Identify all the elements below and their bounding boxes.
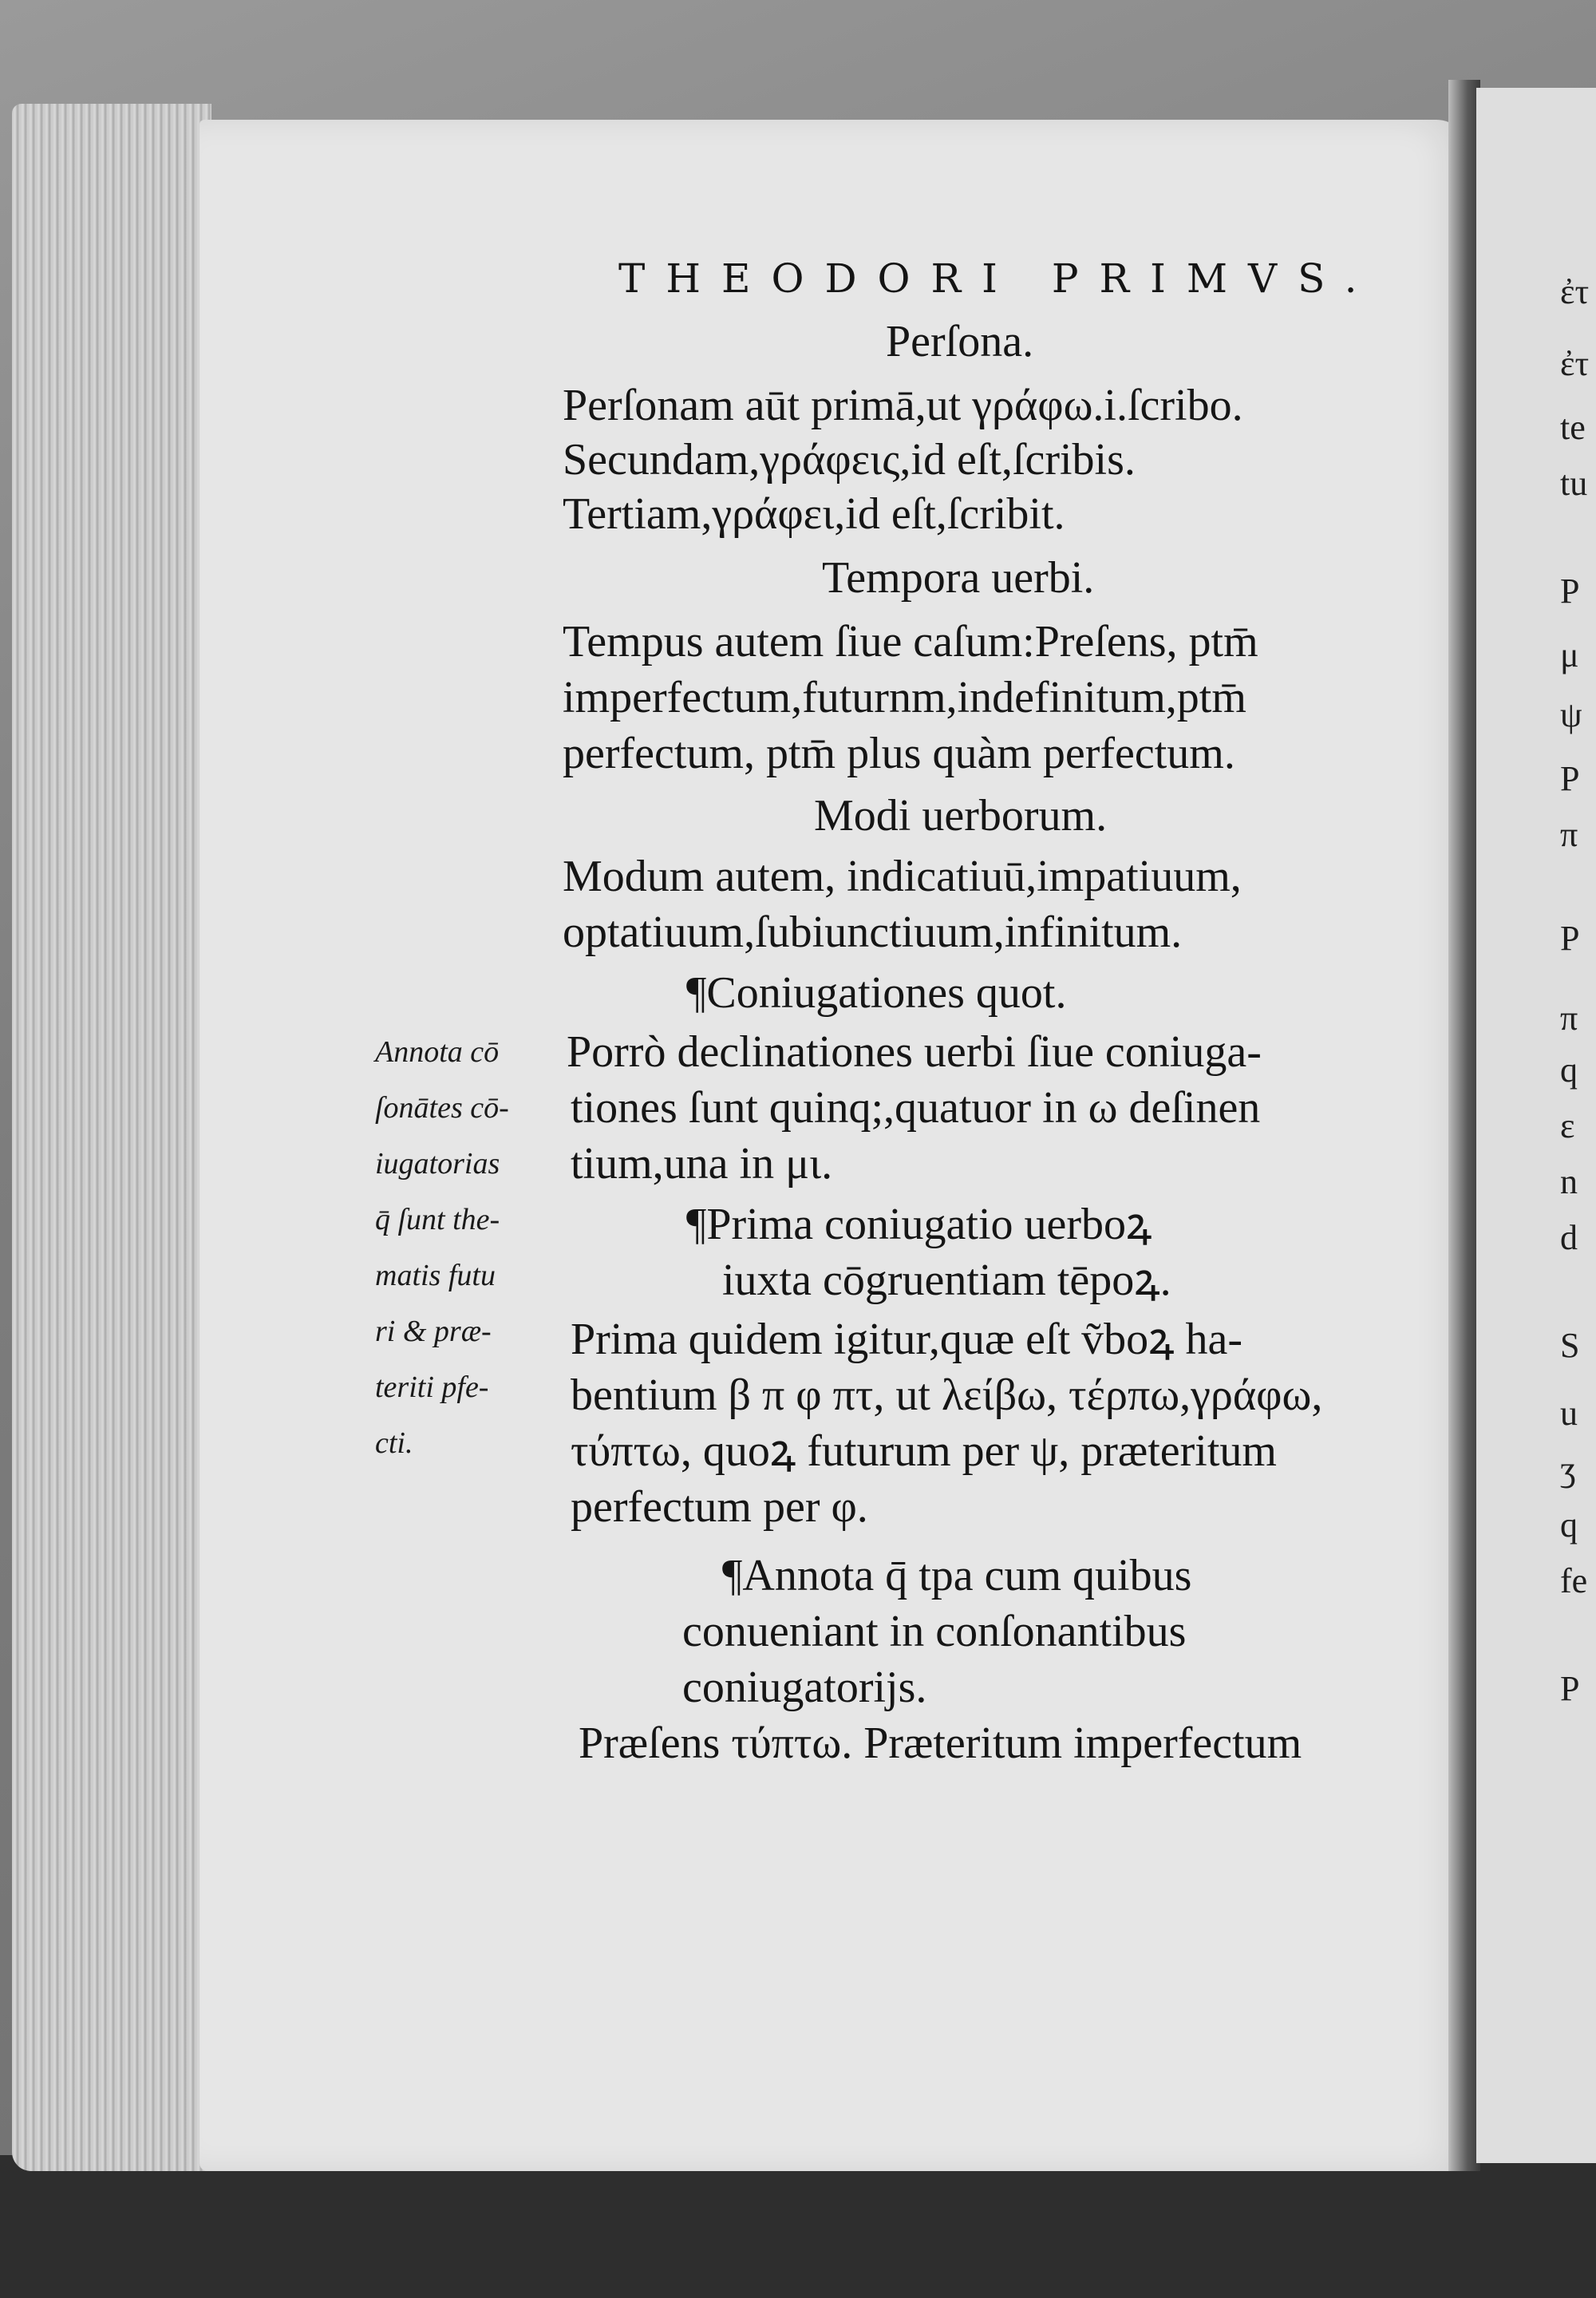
book-page-edges [12,104,211,2171]
margin-note-line: matis futu [375,1259,496,1292]
text-line: Præſens τύπτω. Præteritum imperfectum [579,1719,1302,1768]
right-page-fragment: P [1560,1669,1580,1708]
right-page-fragment: tu [1560,464,1588,503]
text-line: optatiuum,ſubiunctiuum,infinitum. [563,908,1183,957]
text-line: Secundam,γράφεις,id eſt,ſcribis. [563,435,1136,485]
margin-note-line: iugatorias [375,1147,500,1181]
text-line: conueniant in conſonantibus [682,1607,1187,1656]
margin-note-line: ri & præ- [375,1315,492,1348]
text-line: perfectum per φ. [571,1482,868,1532]
text-line: τύπτω, quoꝝ futurum per ψ, præteritum [571,1426,1277,1476]
right-page-fragment: q [1560,1505,1578,1545]
running-header: THEODORI PRIMVS. [618,255,1378,302]
heading-coniugationes: ¶Coniugationes quot. [686,968,1067,1018]
right-page-fragment: u [1560,1394,1578,1433]
margin-note-line: Annota cō [375,1035,500,1069]
text-line: Porrò declinationes uerbi ſiue coniuga‑ [567,1027,1262,1077]
right-page-fragment: P [1560,572,1580,611]
right-page-fragment: π [1560,815,1578,854]
table-shadow [0,2155,1596,2298]
margin-note-line: q̄ ſunt the- [375,1203,500,1236]
text-line: iuxta cōgruentiam tēpoꝝ. [722,1256,1171,1305]
heading-modi: Modi uerborum. [814,791,1108,840]
heading-persona: Perſona. [886,317,1034,366]
right-page-fragment: π [1560,999,1578,1038]
right-page-fragment: ἐτ [1560,272,1590,311]
margin-note-line: cti. [375,1426,413,1460]
text-line: Perſonam aūt primā,ut γράφω.i.ſcribo. [563,381,1243,430]
heading-tempora: Tempora uerbi. [822,553,1095,603]
right-page-fragment: te [1560,408,1586,447]
text-line: perfectum, ptm̄ plus quàm perfectum. [563,729,1235,778]
right-page-fragment: ἐτ [1560,344,1590,383]
heading-annota: ¶Annota q̄ tpa cum quibus [722,1551,1192,1600]
right-page-fragment: n [1560,1162,1578,1201]
text-line: tium,una in μι. [571,1139,833,1189]
text-line: imperfectum,futurnm,indefinitum,ptm̄ [563,673,1246,722]
text-line: tiones ſunt quinq;,quatuor in ω deſinen [571,1083,1261,1133]
margin-note-line: ſonātes cō- [375,1091,509,1125]
text-line: Modum autem, indicatiuū,impatiuum, [563,852,1242,901]
heading-prima-coniugatio: ¶Prima coniugatio uerboꝝ [686,1200,1152,1249]
text-line: Tertiam,γράφει,id eſt,ſcribit. [563,489,1065,539]
right-page-fragment: q [1560,1050,1578,1090]
right-page-fragment: P [1560,759,1580,798]
text-line: Prima quidem igitur,quæ eſt ṽboꝝ ha‑ [571,1315,1243,1364]
right-page-fragment: ε [1560,1106,1575,1145]
right-page-fragment: ψ [1560,695,1582,734]
text-line: Tempus autem ſiue caſum:Preſens, ptm̄ [563,617,1258,666]
text-line: bentium β π φ πτ, ut λείβω, τέρπω,γράφω, [571,1370,1323,1420]
right-page-fragment: S [1560,1326,1580,1365]
right-page [1476,88,1596,2163]
right-page-fragment: P [1560,919,1580,958]
right-page-fragment: d [1560,1218,1578,1257]
right-page-fragment: fe [1560,1561,1588,1600]
right-page-fragment: ʒ [1560,1450,1576,1489]
margin-note-line: teriti pfe- [375,1370,489,1404]
book-gutter [1448,80,1480,2171]
right-page-fragment: μ [1560,635,1579,674]
text-line: coniugatorijs. [682,1663,927,1712]
